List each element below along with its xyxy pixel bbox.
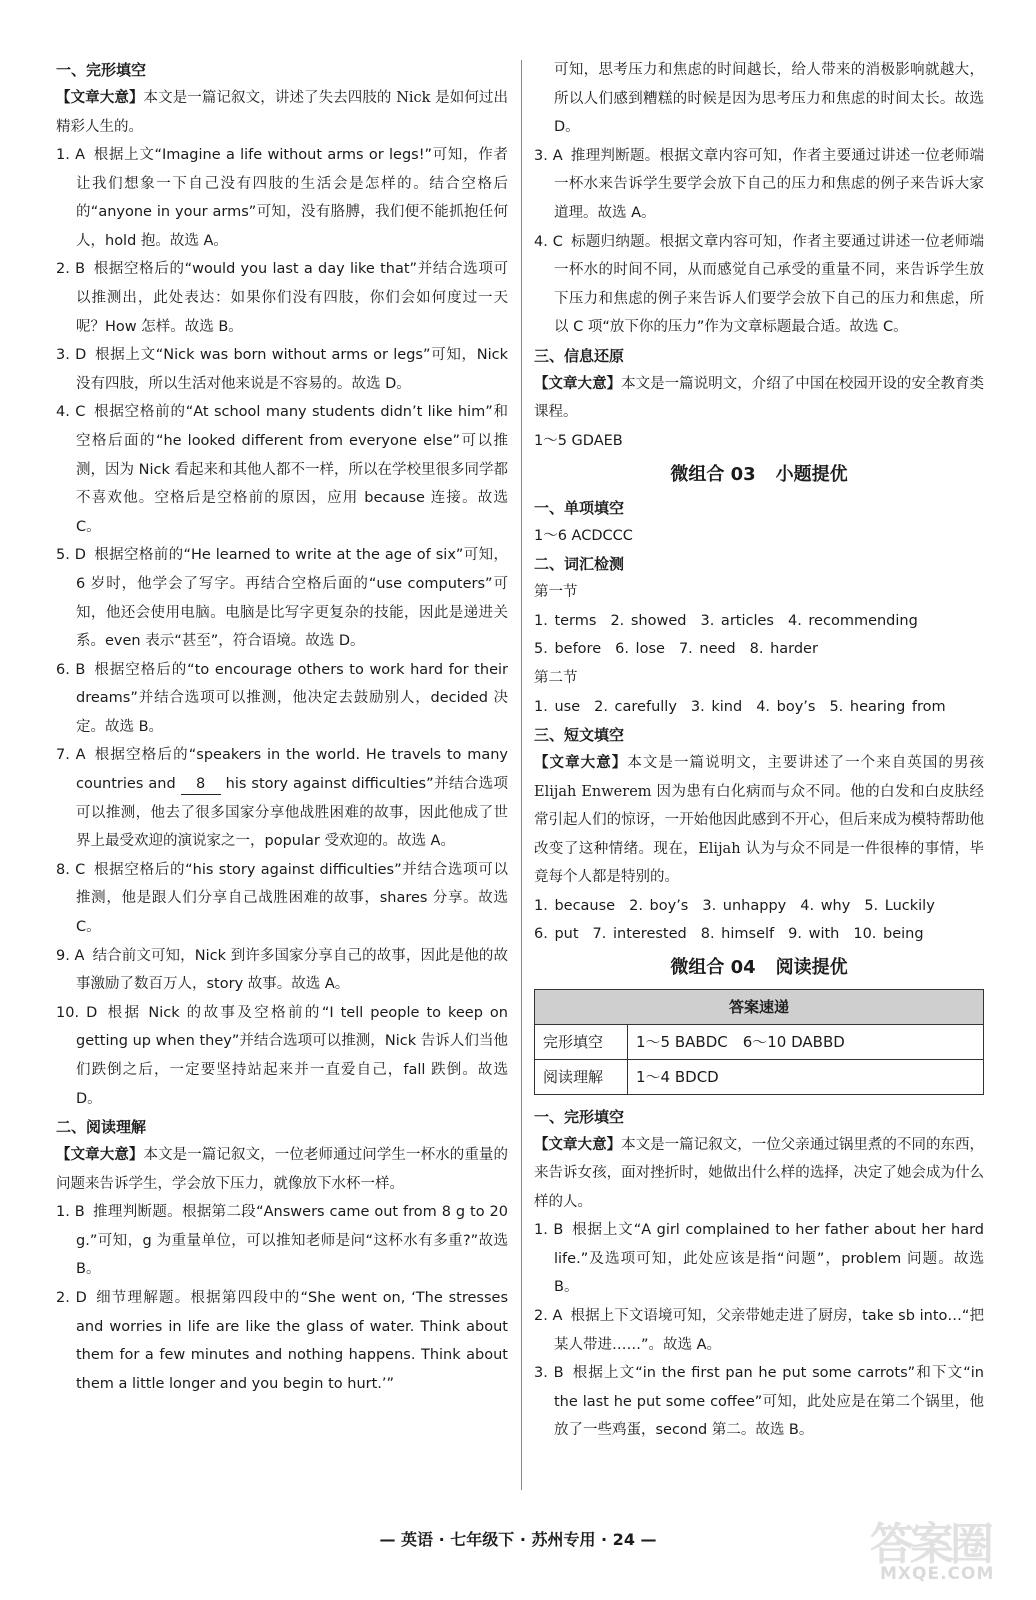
answer-number: 3. B [534,1365,564,1382]
answer-item [56,856,508,942]
answer-number: 4. C [56,404,86,421]
table-cell-value: 1～5 BABDC 6～10 DABBD [628,1024,984,1059]
vocab-answer: 1. terms [534,612,597,629]
unit-heading [534,458,984,492]
answer-explanation: 根据上文“in the first pan he put some carrots”和下文“in the last he put some coffee”可知，此处应是在第二个锅里，他放了一些鸡蛋，second 第二。故选 B。 [554,1365,984,1439]
section-title: 二、词汇检测 [534,555,625,574]
vocab-answer: 5. before [534,641,602,658]
table-cell-label: 完形填空 [535,1024,628,1059]
section-title: 一、完形填空 [56,61,147,79]
answer-item [56,541,508,655]
answer-number: 5. D [56,547,86,564]
answer-explanation: 根据上文“A girl complained to her father about her hard life.”及选项可知，此处应该是指“问题”，problem 问题。故选 B。 [554,1222,984,1296]
answer-explanation: 根据上文“Nick was born without arms or legs”可知，Nick 没有四肢，所以生活对他来说是不容易的。故选 D。 [76,347,509,392]
fill-answer: 7. interested [592,926,687,943]
table-header-row [535,989,984,1024]
answer-item [56,942,508,999]
fill-answers [534,892,984,921]
answer-explanation: 根据空格后的“would you last a day like that”并结合选项可以推测出，此处表达：如果你们没有四肢，你们会如何度过一天呢？How 怎样。故选 B。 [76,261,508,335]
article-summary [534,1131,984,1217]
answer-number: 7. A [56,747,86,764]
answer-item [56,741,508,855]
answer-number: 2. D [56,1289,87,1306]
answer-item [534,1359,984,1445]
part-label: 第一节 [534,584,578,601]
fill-answer: 8. himself [700,926,775,943]
answer-number: 1. B [534,1222,564,1239]
vocab-answers [534,607,984,636]
summary-tag: 【文章大意】 [56,1147,144,1164]
answer-explanation: 推理判断题。根据第二段“Answers came out from 8 g to 20 g.”可知，g 为重量单位，可以推知老师是问“这杯水有多重?”故选 B。 [76,1204,508,1278]
answer-number: 1. A [56,147,86,163]
answer-item [534,142,984,228]
answer-explanation: his story against difficulties”并结合选项可以推测，他去了很多国家分享他战胜困难的故事，因此他成了世界上最受欢迎的演说家之一，popular 受欢迎的。故选 A。 [76,776,509,850]
table-cell-label: 阅读理解 [535,1059,628,1094]
summary-tag: 【文章大意】 [534,375,622,392]
article-summary [56,84,508,141]
answer-number: 2. B [56,261,86,278]
summary-text: 本文是一篇说明文，主要讲述了一个来自英国的男孩 Elijah Enwerem 因为患有白化病而与众不同。他的白发和白皮肤经常引起人们的惊讶，一开始他因此感到不开心，但后来成为模特帮助他改变了这种情绪。现在，Elijah 认为与众不同是一件很棒的事情，毕竟每个人都是特别的。 [534,755,985,886]
article-summary [534,749,984,892]
fill-answer: 3. unhappy [702,897,787,914]
unit-heading-title: 阅读提优 [775,956,848,978]
summary-tag: 【文章大意】 [534,1136,622,1153]
vocab-answer: 6. lose [615,641,665,658]
summary-tag: 【文章大意】 [56,90,144,106]
answer-line: 1～6 ACDCCC [534,527,633,544]
answer-item [56,398,508,541]
answer-table [534,989,984,1095]
answer-item [534,1216,984,1302]
answer-explanation: 根据上下文语境可知，父亲带她走进了厨房，take sb into…“把某人带进……”。故选 A。 [554,1308,984,1353]
section-title: 二、阅读理解 [56,1118,147,1137]
vocab-answer: 1. use [534,698,581,715]
vocab-answer: 5. hearing from [829,698,946,715]
vocab-answers [534,693,984,722]
answer-explanation: 标题归纳题。根据文章内容可知，作者主要通过讲述一位老师端一杯水的时间不同，从而感觉自己承受的重量不同，来告诉学生放下压力和焦虑的例子来告诉人们要学会放下自己的压力和焦虑，所以 C 项“放下你的压力”作为文章标题最合适。故选 C。 [554,233,984,336]
unit-heading-number: 微组合 03 [670,463,756,485]
article-summary [534,370,984,427]
table-cell-value: 1～4 BDCD [628,1059,984,1094]
left-column [56,56,508,1398]
column-divider [521,60,522,1490]
answer-explanation: 根据空格后的“his story against difficulties”并结合选项可以推测，他是跟人们分享自己战胜困难的故事，shares 分享。故选 C。 [76,861,509,936]
answer-item [56,999,508,1113]
article-summary [56,1141,508,1198]
watermark-logo-text: 答案圈 [870,1519,990,1570]
vocab-answer: 3. articles [700,612,774,629]
section-title: 一、完形填空 [534,1107,625,1126]
answer-number: 3. D [56,347,87,364]
answer-item [534,228,984,342]
vocab-answers [534,635,984,664]
answer-continued: 可知，思考压力和焦虑的时间越长，给人带来的消极影响就越大，所以人们感到糟糕的时候是因为思考压力和焦虑的时间太长。故选 D。 [554,62,984,136]
fill-answer: 9. with [788,926,840,943]
answer-number: 9. A [56,947,85,964]
watermark-logo [866,1508,1026,1592]
answer-explanation: 细节理解题。根据第四段中的“She went on, ‘The stresses and worries in life are like the glass of water. Think about them for a few minutes and nothing happens. Think about them a little longer and you begin to hurt.’” [76,1289,508,1392]
vocab-answer: 3. kind [690,698,743,715]
section-title: 三、信息还原 [534,346,625,365]
answer-item [56,656,508,742]
unit-heading [534,951,984,985]
watermark-url: MXQE.COM [880,1564,995,1584]
answer-explanation: 根据空格后的“to encourage others to work hard for their dreams”并结合选项可以推测，他决定去鼓励别人，decided 决定。故选 B。 [76,661,508,735]
answer-item [56,1198,508,1284]
answer-number: 6. B [56,661,86,678]
vocab-answer: 2. carefully [594,698,677,715]
answer-explanation: 结合前文可知，Nick 到许多国家分享自己的故事，因此是他的故事激励了数百万人，story 故事。故选 A。 [76,947,508,993]
vocab-answer: 4. boy’s [756,698,816,715]
summary-text: 本文是一篇记叙文，一位父亲通过锅里煮的不同的东西，来告诉女孩，面对挫折时，她做出什么样的选择，决定了她会成为什么样的人。 [534,1136,985,1210]
fill-answer: 2. boy’s [629,897,689,914]
fill-answer: 5. Luckily [864,897,935,914]
answer-number: 10. D [56,1004,98,1021]
answer-explanation: 根据空格前的“He learned to write at the age of six”可知，6 岁时，他学会了写字。再结合空格后面的“use computers”可知，他还会使用电脑。电脑是比写字更复杂的技能，因此是递进关系。even 表示“甚至”，符合语境。故选 D。 [76,547,508,650]
fill-answer: 4. why [800,897,851,914]
answer-number: 2. A [534,1308,563,1325]
fill-answer: 10. being [853,926,924,943]
table-header: 答案速递 [535,989,984,1024]
blank-number: 8 [181,774,221,795]
answer-item [56,141,508,255]
answer-number: 1. B [56,1204,85,1221]
part-label: 第二节 [534,669,578,686]
answer-explanation: 根据上文“Imagine a life without arms or legs!”可知，作者让我们想象一下自己没有四肢的生活会是怎样的。结合空格后的“anyone in your arms”可知，没有胳膊，我们便不能抓抱任何人，hold 抱。故选 A。 [76,147,508,249]
section-title: 一、单项填空 [534,498,625,517]
answer-number: 8. C [56,861,86,878]
answer-number: 4. C [534,233,563,250]
summary-tag: 【文章大意】 [534,755,628,772]
vocab-answer: 2. showed [610,612,687,629]
answer-explanation: 根据 Nick 的故事及空格前的“I tell people to keep on getting up when they”并结合选项可以推测，Nick 告诉人们当他们跌倒之后，一定要坚持站起来并一直爱自己，fall 跌倒。故选 D。 [76,1004,508,1107]
vocab-answer: 8. harder [749,641,818,658]
unit-heading-title: 小题提优 [775,463,848,485]
answer-explanation: 推理判断题。根据文章内容可知，作者主要通过讲述一位老师端一杯水来告诉学生要学会放下自己的压力和焦虑的例子来告诉大家道理。故选 A。 [554,147,985,221]
fill-answer: 1. because [534,897,616,914]
summary-text: 本文是一篇记叙文，一位老师通过问学生一杯水的重量的问题来告诉学生，学会放下压力，就像放下水杯一样。 [56,1147,508,1192]
vocab-answer: 4. recommending [787,612,918,629]
right-column [534,56,984,1445]
answer-number: 3. A [534,147,563,164]
answer-explanation: 根据空格后的“speakers in the world. He travels to many countries and [76,747,508,793]
vocab-answer: 7. need [678,641,736,658]
table-row [535,1024,984,1059]
page-footer: — 英语 · 七年级下 · 苏州专用 · 24 — [379,1530,657,1549]
unit-heading-number: 微组合 04 [670,956,756,978]
answer-item [56,1284,508,1398]
answer-item [534,1302,984,1359]
answer-item [56,341,508,398]
summary-text: 本文是一篇说明文，介绍了中国在校园开设的安全教育类课程。 [534,375,985,421]
table-row [535,1059,984,1094]
section-title: 三、短文填空 [534,726,625,745]
answer-explanation: 根据空格前的“At school many students didn’t like him”和空格后面的“he looked different from everyone else”可以推测，因为 Nick 看起来和其他人都不一样，所以在学校里很多同学都不喜欢他。空格后是空格前的原因，应用 because 连接。故选 C。 [76,404,508,535]
fill-answers [534,920,984,949]
summary-text: 本文是一篇记叙文，讲述了失去四肢的 Nick 是如何过出精彩人生的。 [56,90,508,135]
answer-line: 1～5 GDAEB [534,432,623,449]
answer-item [56,255,508,341]
fill-answer: 6. put [534,926,579,943]
